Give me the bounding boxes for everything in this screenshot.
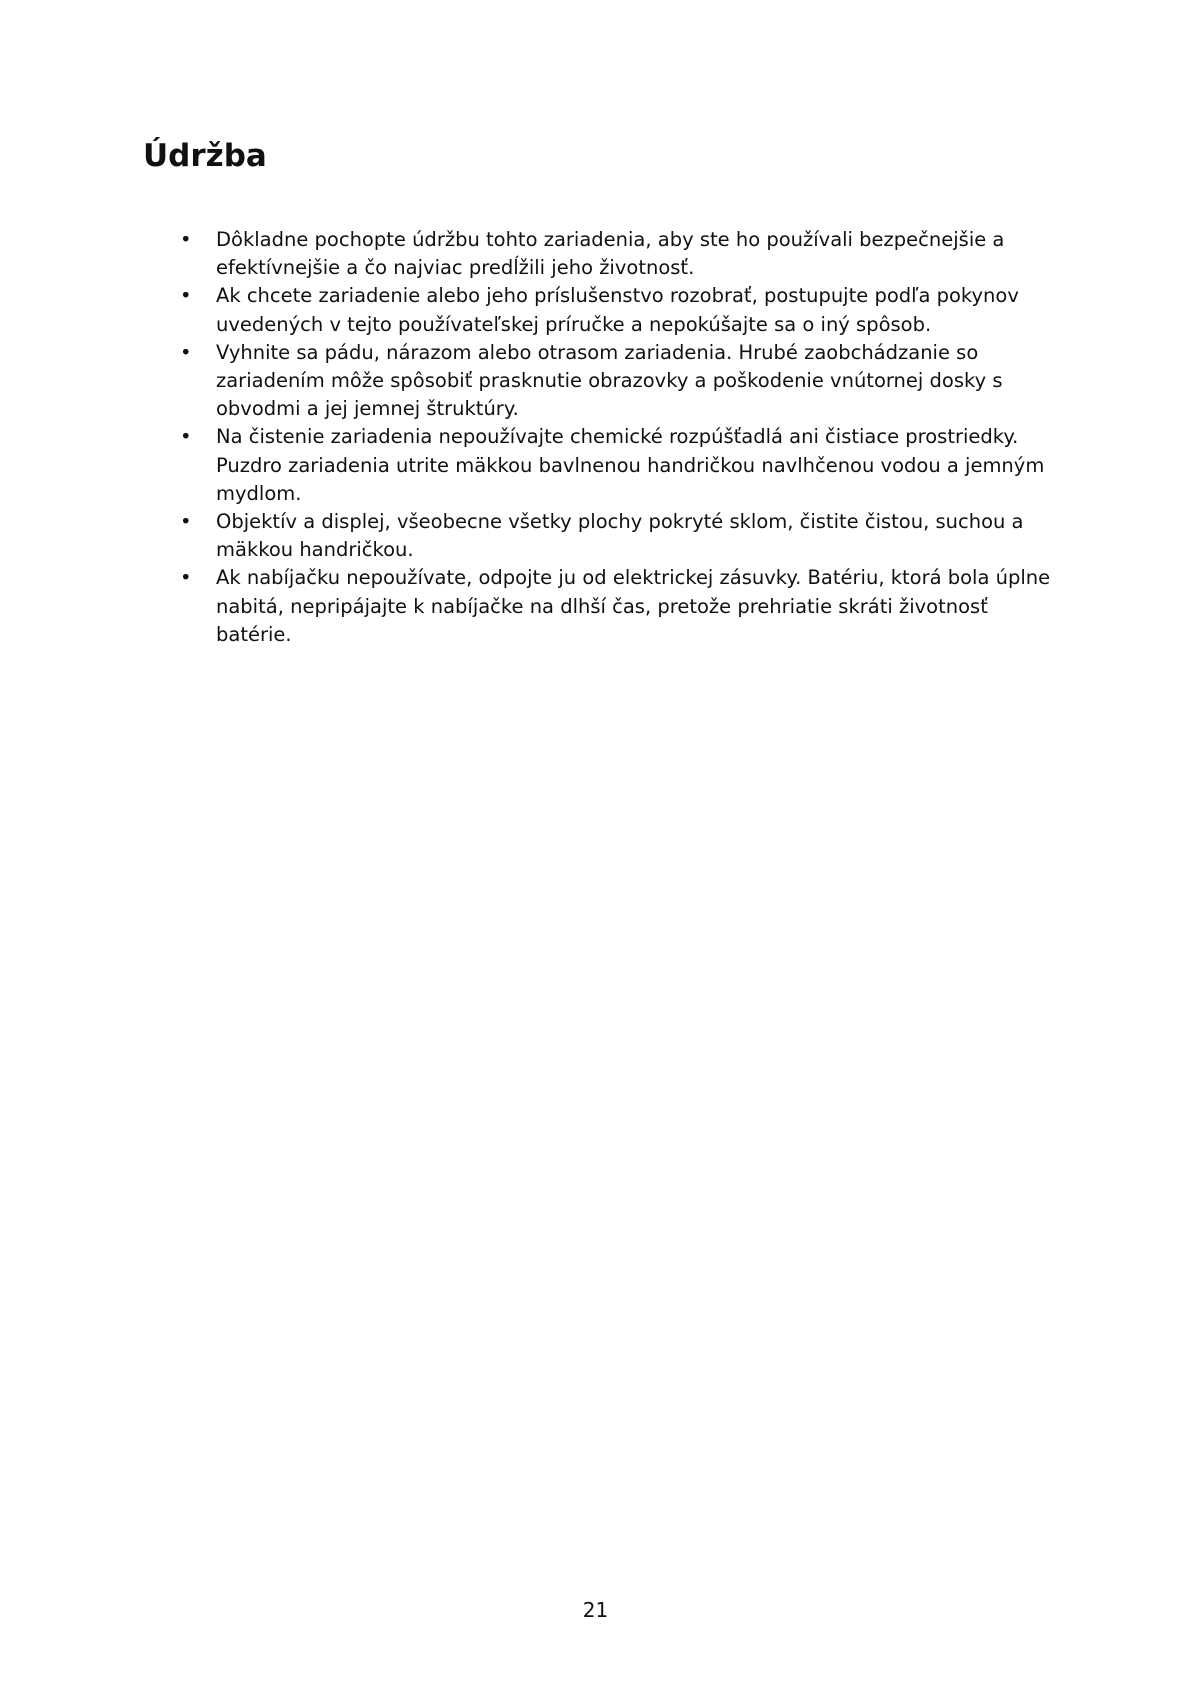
- bullet-item-4: [0, 423, 1191, 508]
- bullet-icon: •: [180, 340, 192, 364]
- bullet-icon: •: [180, 510, 192, 534]
- bullet-icon: •: [180, 566, 192, 590]
- bullet-item-5: [0, 508, 1191, 564]
- bullet-item-3: [0, 339, 1191, 424]
- bullet-text-3: Vyhnite sa pádu, nárazom alebo otrasom zariadenia. Hrubé zaobchádzanie so zariadením môže spôsobiť prasknutie obrazovky a poškodenie vnútornej dosky s obvodmi a jej jemnej štruktúry.: [216, 340, 1003, 421]
- page-title: Údržba: [143, 138, 267, 174]
- bullet-text-1: Dôkladne pochopte údržbu tohto zariadenia, aby ste ho používali bezpečnejšie a efektívnejšie a čo najviac predĺžili jeho životnosť.: [216, 228, 1005, 280]
- bullet-icon: •: [180, 228, 192, 251]
- bullet-text-2: Ak chcete zariadenie alebo jeho príslušenstvo rozobrať, postupujte podľa pokynov uvedených v tejto používateľskej príručke a nepokúšajte sa o iný spôsob.: [216, 284, 1019, 336]
- page-number: 21: [582, 1598, 609, 1622]
- bullet-icon: •: [180, 425, 192, 449]
- bullet-item-6: [0, 564, 1191, 649]
- bullet-item-1: [0, 226, 1191, 282]
- bullet-text-5: Objektív a displej, všeobecne všetky plochy pokryté sklom, čistite čistou, suchou a mäkkou handričkou.: [216, 510, 1024, 562]
- bullet-icon: •: [180, 284, 192, 308]
- bullet-text-6: Ak nabíjačku nepoužívate, odpojte ju od elektrickej zásuvky. Batériu, ktorá bola úplne nabitá, nepripájajte k nabíjačke na dlhší čas, pretože prehriatie skráti životnosť batérie.: [216, 566, 1051, 646]
- bullet-item-2: [0, 282, 1191, 338]
- maintenance-bullet-list: [0, 226, 1191, 649]
- bullet-text-4: Na čistenie zariadenia nepoužívajte chemické rozpúšťadlá ani čistiace prostriedky. Puzdro zariadenia utrite mäkkou bavlnenou handričkou navlhčenou vodou a jemným mydlom.: [216, 425, 1045, 505]
